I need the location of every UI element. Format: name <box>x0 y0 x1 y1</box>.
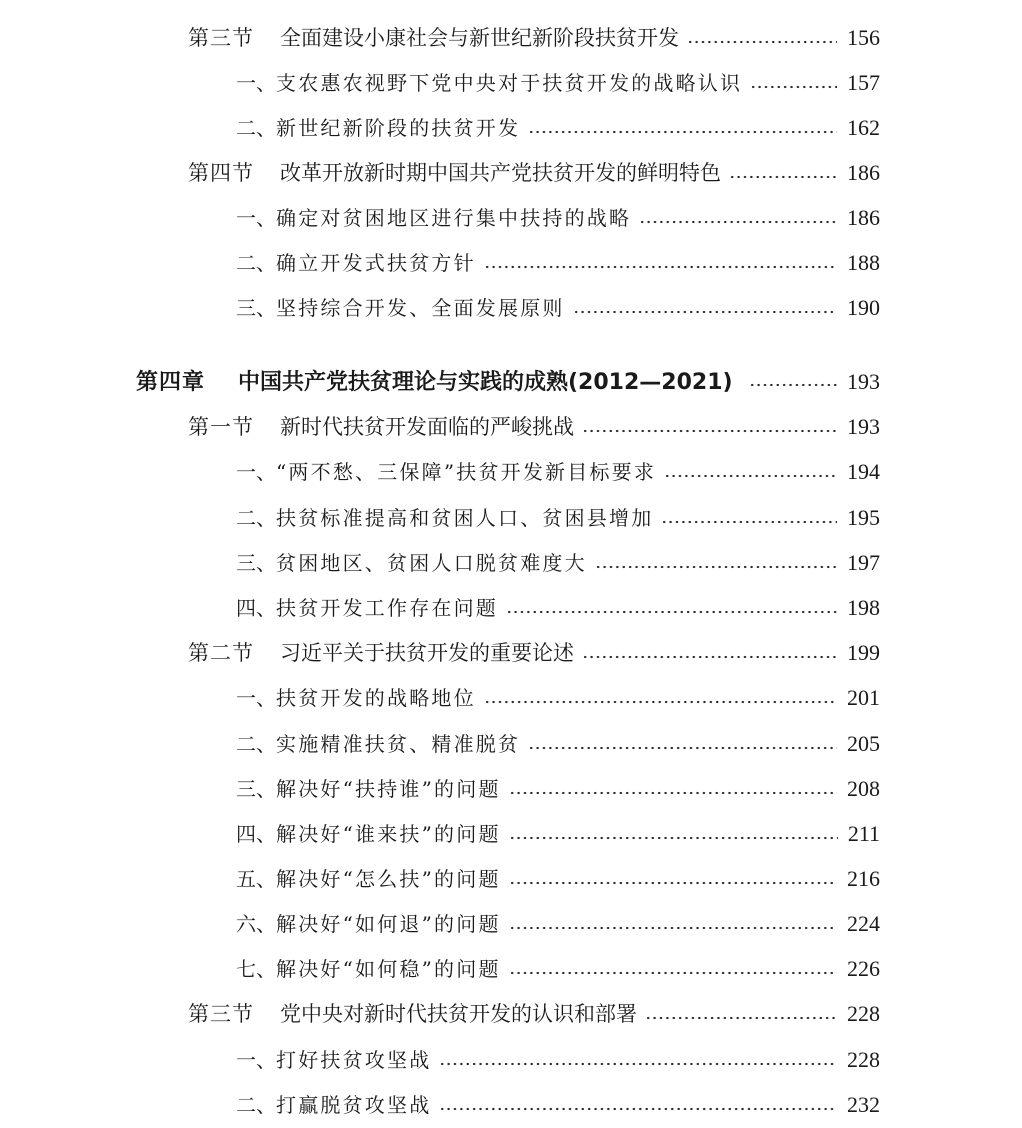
item-number: 一、 <box>236 460 276 484</box>
item-title: 解决好“扶持谁”的问题 <box>276 777 501 801</box>
section-number: 第一节 <box>188 415 254 439</box>
item-title: 解决好“如何退”的问题 <box>276 912 501 936</box>
item-number: 二、 <box>236 506 276 530</box>
toc-item-entry[interactable] <box>236 863 880 897</box>
dot-leader <box>582 429 837 433</box>
item-number: 三、 <box>236 777 276 801</box>
item-title: 打赢脱贫攻坚战 <box>276 1093 432 1117</box>
chapter-number: 第四章 <box>136 370 206 395</box>
page-number: 195 <box>847 505 880 530</box>
item-title: 扶贫开发工作存在问题 <box>276 596 498 620</box>
item-number: 一、 <box>236 71 276 95</box>
item-title: 打好扶贫攻坚战 <box>276 1048 432 1072</box>
page-number: 211 <box>847 821 880 846</box>
item-title: 确定对贫困地区进行集中扶持的战略 <box>276 206 632 230</box>
dot-leader <box>687 40 837 44</box>
page-number: 199 <box>847 640 880 665</box>
toc-item-entry[interactable] <box>236 773 880 807</box>
dot-leader <box>749 383 837 387</box>
section-title: 全面建设小康社会与新世纪新阶段扶贫开发 <box>280 26 679 50</box>
page-number: 188 <box>847 250 880 275</box>
toc-item-entry[interactable] <box>236 1044 880 1078</box>
section-number: 第三节 <box>188 26 254 50</box>
page-number: 156 <box>847 25 880 50</box>
item-title: 坚持综合开发、全面发展原则 <box>276 296 565 320</box>
toc-item-entry[interactable] <box>236 1089 880 1123</box>
page-number: 216 <box>847 866 880 891</box>
toc-item-entry[interactable] <box>236 67 880 101</box>
page-number: 190 <box>847 295 880 320</box>
dot-leader <box>582 655 837 659</box>
item-title: 扶贫开发的战略地位 <box>276 686 476 710</box>
toc-item-entry[interactable] <box>236 682 880 716</box>
page-number: 228 <box>847 1001 880 1026</box>
dot-leader <box>595 565 837 569</box>
dot-leader <box>661 520 837 524</box>
section-title: 习近平关于扶贫开发的重要论述 <box>280 641 574 665</box>
dot-leader <box>484 265 837 269</box>
toc-item-entry[interactable] <box>236 456 880 490</box>
page-number: 228 <box>847 1047 880 1072</box>
page-number: 186 <box>847 205 880 230</box>
page-number: 232 <box>847 1092 880 1117</box>
item-number: 二、 <box>236 1093 276 1117</box>
item-number: 一、 <box>236 686 276 710</box>
page-number: 197 <box>847 550 880 575</box>
dot-leader <box>484 700 837 704</box>
section-number: 第二节 <box>188 641 254 665</box>
page-number: 205 <box>847 731 880 756</box>
toc-item-entry[interactable] <box>236 112 880 146</box>
section-number: 第三节 <box>188 1002 254 1026</box>
item-title: 扶贫标准提高和贫困人口、贫困县增加 <box>276 506 654 530</box>
item-title: 实施精准扶贫、精准脱贫 <box>276 732 521 756</box>
item-number: 七、 <box>236 957 276 981</box>
dot-leader <box>439 1062 837 1066</box>
page-number: 193 <box>847 414 880 439</box>
item-number: 四、 <box>236 822 276 846</box>
page-number: 224 <box>847 911 880 936</box>
item-title: 确立开发式扶贫方针 <box>276 251 476 275</box>
dot-leader <box>639 220 837 224</box>
dot-leader <box>573 310 837 314</box>
item-number: 二、 <box>236 251 276 275</box>
dot-leader <box>528 130 837 134</box>
item-title: 新世纪新阶段的扶贫开发 <box>276 116 521 140</box>
dot-leader <box>506 610 837 614</box>
toc-item-entry[interactable] <box>236 202 880 236</box>
page-number: 226 <box>847 956 880 981</box>
page-number: 198 <box>847 595 880 620</box>
toc-section-entry[interactable] <box>188 22 880 56</box>
dot-leader <box>750 85 837 89</box>
item-number: 四、 <box>236 596 276 620</box>
page-number: 201 <box>847 685 880 710</box>
toc-item-entry[interactable] <box>236 547 880 581</box>
toc-item-entry[interactable] <box>236 502 880 536</box>
item-title: 解决好“如何稳”的问题 <box>276 957 501 981</box>
item-number: 三、 <box>236 551 276 575</box>
item-number: 二、 <box>236 732 276 756</box>
dot-leader <box>509 971 837 975</box>
chapter-title: 中国共产党扶贫理论与实践的成熟(2012—2021) <box>238 370 733 395</box>
toc-item-entry[interactable] <box>236 908 880 942</box>
toc-section-entry[interactable] <box>188 998 880 1032</box>
page-number: 193 <box>847 369 880 394</box>
toc-item-entry[interactable] <box>236 953 880 987</box>
page-number: 186 <box>847 160 880 185</box>
page-number: 162 <box>847 115 880 140</box>
item-title: “两不愁、三保障”扶贫开发新目标要求 <box>276 460 657 484</box>
item-number: 六、 <box>236 912 276 936</box>
dot-leader <box>664 474 837 478</box>
toc-item-entry[interactable] <box>236 247 880 281</box>
item-title: 贫困地区、贫困人口脱贫难度大 <box>276 551 587 575</box>
toc-item-entry[interactable] <box>236 728 880 762</box>
toc-section-entry[interactable] <box>188 157 880 191</box>
item-number: 一、 <box>236 1048 276 1072</box>
page-number: 194 <box>847 459 880 484</box>
dot-leader <box>528 746 837 750</box>
page-number: 208 <box>847 776 880 801</box>
section-title: 改革开放新时期中国共产党扶贫开发的鲜明特色 <box>280 161 721 185</box>
item-number: 五、 <box>236 867 276 891</box>
toc-section-entry[interactable] <box>188 637 880 671</box>
dot-leader <box>729 175 837 179</box>
item-title: 支农惠农视野下党中央对于扶贫开发的战略认识 <box>276 71 743 95</box>
toc-section-entry[interactable] <box>188 411 880 445</box>
item-number: 三、 <box>236 296 276 320</box>
section-number: 第四节 <box>188 161 254 185</box>
dot-leader <box>439 1107 837 1111</box>
item-number: 一、 <box>236 206 276 230</box>
dot-leader <box>509 836 838 840</box>
dot-leader <box>645 1016 837 1020</box>
dot-leader <box>509 926 837 930</box>
section-title: 党中央对新时代扶贫开发的认识和部署 <box>280 1002 637 1026</box>
toc-item-entry[interactable] <box>236 818 880 852</box>
section-title: 新时代扶贫开发面临的严峻挑战 <box>280 415 574 439</box>
dot-leader <box>509 791 837 795</box>
toc-item-entry[interactable] <box>236 592 880 626</box>
dot-leader <box>509 881 837 885</box>
toc-item-entry[interactable] <box>236 292 880 326</box>
item-title: 解决好“谁来扶”的问题 <box>276 822 501 846</box>
item-title: 解决好“怎么扶”的问题 <box>276 867 501 891</box>
toc-chapter-entry[interactable] <box>136 365 880 399</box>
page-number: 157 <box>847 70 880 95</box>
item-number: 二、 <box>236 116 276 140</box>
